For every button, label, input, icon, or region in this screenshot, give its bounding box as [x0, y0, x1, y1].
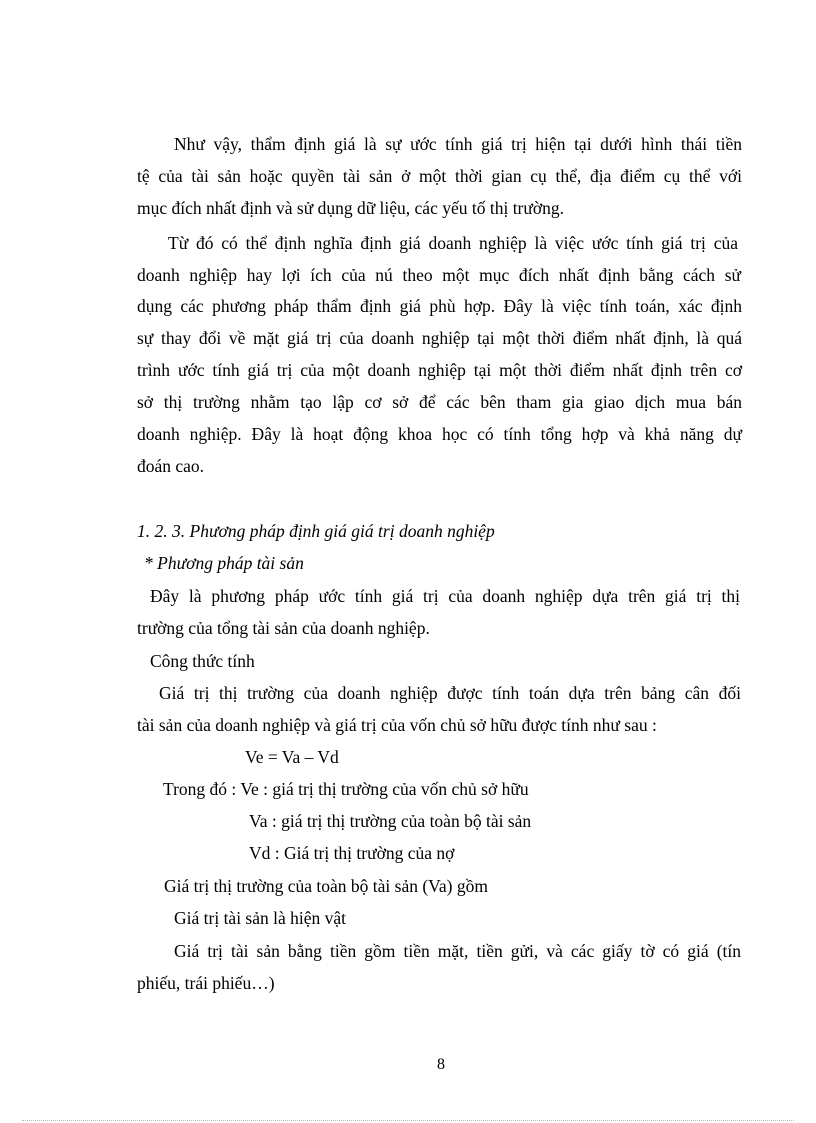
formula-equation: Ve = Va – Vd	[245, 747, 339, 767]
page-number: 8	[437, 1056, 445, 1073]
paragraph3-line-2: trường của tổng tài sản của doanh nghiệp.	[137, 618, 430, 638]
paragraph2-line-7: doanh nghiệp. Đây là hoạt động khoa học có tính tổng hợp và khả năng dự	[137, 424, 742, 444]
assets-title: Giá trị thị trường của toàn bộ tài sản (Va) gồm	[164, 876, 488, 896]
paragraph2-line-8: đoán cao.	[137, 456, 205, 476]
footer-divider	[22, 1120, 794, 1121]
formula-where-va: Va : giá trị thị trường của toàn bộ tài sản	[249, 811, 532, 831]
paragraph1-line-2: tệ của tài sản hoặc quyền tài sản ở một thời gian cụ thể, địa điểm cụ thể với	[137, 166, 742, 186]
assets-item-2-line-1: Giá trị tài sản bằng tiền gồm tiền mặt, tiền gửi, và các giấy tờ có giá (tín	[174, 941, 741, 961]
paragraph2-line-5: trình ước tính giá trị của một doanh nghiệp tại một thời điểm nhất định trên cơ	[137, 360, 742, 380]
assets-item-1: Giá trị tài sản là hiện vật	[174, 908, 347, 928]
paragraph2-line-3: dụng các phương pháp thẩm định giá phù hợp. Đây là việc tính toán, xác định	[137, 296, 742, 316]
formula-label: Công thức tính	[150, 651, 255, 671]
paragraph1-line-1: Như vậy, thẩm định giá là sự ước tính giá trị hiện tại dưới hình thái tiền	[174, 134, 742, 154]
assets-item-2-line-2: phiếu, trái phiếu…)	[137, 973, 275, 993]
paragraph2-line-1: Từ đó có thể định nghĩa định giá doanh nghiệp là việc ước tính giá trị của	[168, 233, 738, 253]
section-subheading: * Phương pháp tài sản	[144, 553, 304, 573]
formula-where-ve: Trong đó : Ve : giá trị thị trường của vốn chủ sở hữu	[163, 779, 529, 799]
paragraph2-line-4: sự thay đổi về mặt giá trị của doanh nghiệp tại một thời điểm nhất định, là quá	[137, 328, 742, 348]
paragraph2-line-2: doanh nghiệp hay lợi ích của nú theo một mục đích nhất định bằng cách sử	[137, 265, 741, 285]
formula-intro-line-2: tài sản của doanh nghiệp và giá trị của vốn chủ sở hữu được tính như sau :	[137, 715, 657, 735]
paragraph1-line-3: mục đích nhất định và sử dụng dữ liệu, các yếu tố thị trường.	[137, 198, 564, 218]
section-heading: 1. 2. 3. Phương pháp định giá giá trị doanh nghiệp	[137, 521, 495, 541]
formula-where-vd: Vd : Giá trị thị trường của nợ	[249, 843, 455, 863]
formula-intro-line-1: Giá trị thị trường của doanh nghiệp được tính toán dựa trên bảng cân đối	[159, 683, 741, 703]
paragraph2-line-6: sở thị trường nhằm tạo lập cơ sở để các bên tham gia giao dịch mua bán	[137, 392, 742, 412]
paragraph3-line-1: Đây là phương pháp ước tính giá trị của doanh nghiệp dựa trên giá trị thị	[150, 586, 740, 606]
